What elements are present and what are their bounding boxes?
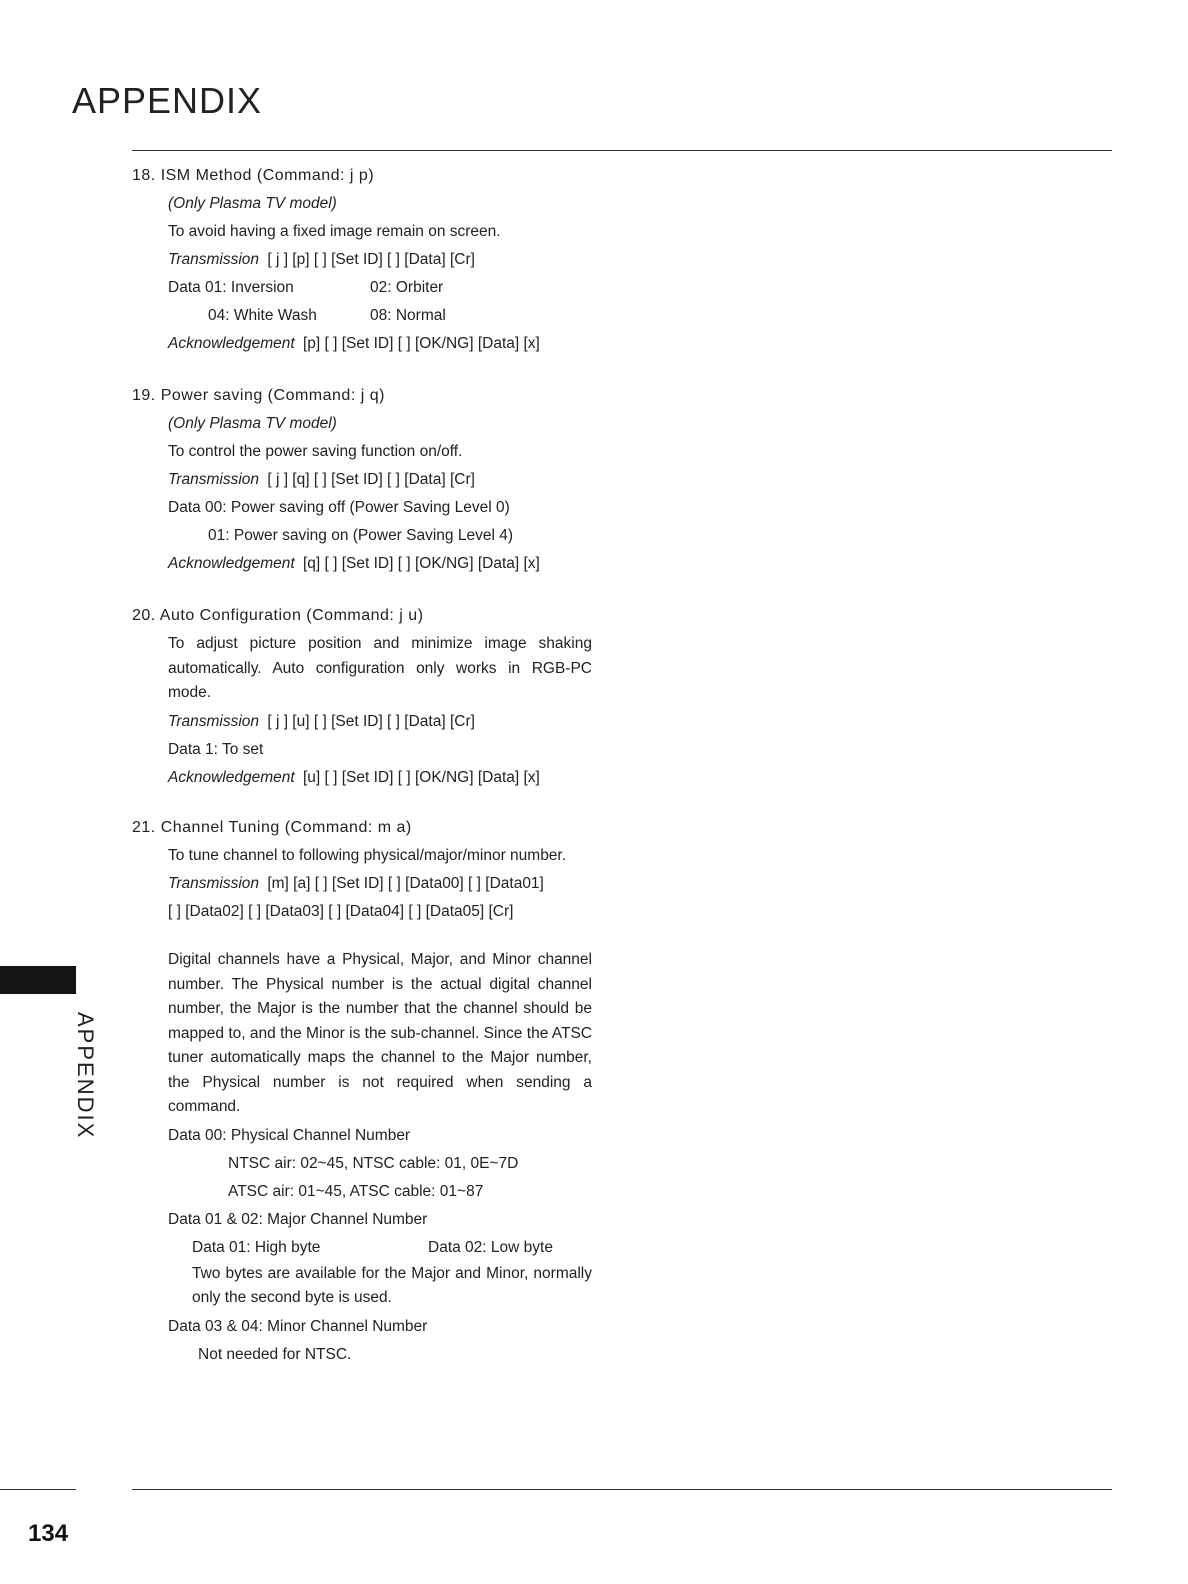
description: To tune channel to following physical/major/minor number. xyxy=(168,847,567,864)
data-option: Data 01: Inversion xyxy=(168,279,294,296)
transmission-line xyxy=(168,466,592,494)
page-number: 134 xyxy=(28,1520,69,1547)
transmission-value: [ j ] [p] [ ] [Set ID] [ ] [Data] [Cr] xyxy=(267,251,475,268)
transmission-value: [m] [a] [ ] [Set ID] [ ] [Data00] [ ] [Data01] xyxy=(267,875,544,892)
section-ism-method xyxy=(132,162,592,358)
page-title: APPENDIX xyxy=(72,80,263,121)
ack-value: [u] [ ] [Set ID] [ ] [OK/NG] [Data] [x] xyxy=(302,768,540,786)
acknowledgement-line xyxy=(168,764,592,792)
data-option: 04: White Wash xyxy=(208,307,317,324)
footer-rule-left xyxy=(0,1489,76,1490)
description: To avoid having a fixed image remain on screen. xyxy=(168,223,501,240)
ack-label: Acknowledgement xyxy=(168,335,295,352)
model-note: (Only Plasma TV model) xyxy=(168,195,337,212)
footer-rule xyxy=(132,1489,1112,1490)
section-title: 18. ISM Method (Command: j p) xyxy=(132,167,375,184)
side-tab-marker xyxy=(0,966,76,994)
description: To adjust picture position and minimize image shaking automatically. Auto configuration only works in RGB-PC mode. xyxy=(168,635,592,701)
data-line: Data 00: Physical Channel Number xyxy=(168,1126,411,1144)
data-option: Data 01: High byte xyxy=(192,1238,321,1256)
ack-label: Acknowledgement xyxy=(168,555,295,572)
transmission-label: Transmission xyxy=(168,251,260,268)
data-line xyxy=(192,1234,592,1262)
acknowledgement-line xyxy=(168,330,592,358)
data-line xyxy=(168,302,592,330)
data-line: Data 00: Power saving off (Power Saving Level 0) xyxy=(168,499,510,516)
data-line: ATSC air: 01~45, ATSC cable: 01~87 xyxy=(228,1182,484,1200)
section-channel-tuning xyxy=(132,814,592,1369)
section-auto-configuration xyxy=(132,602,592,792)
acknowledgement-line xyxy=(168,550,592,578)
transmission-line xyxy=(168,870,592,898)
transmission-line xyxy=(168,246,592,274)
data-line: Data 03 & 04: Minor Channel Number xyxy=(168,1317,428,1335)
ack-value: [p] [ ] [Set ID] [ ] [OK/NG] [Data] [x] xyxy=(302,335,540,352)
transmission-label: Transmission xyxy=(168,875,260,892)
data-note: Two bytes are available for the Major and Minor, normally only the second byte is used. xyxy=(192,1264,592,1306)
header-rule xyxy=(132,150,1112,151)
data-option: 08: Normal xyxy=(370,307,446,324)
section-title: 20. Auto Configuration (Command: j u) xyxy=(132,607,424,624)
section-title: 21. Channel Tuning (Command: m a) xyxy=(132,819,412,836)
transmission-value: [ j ] [q] [ ] [Set ID] [ ] [Data] [Cr] xyxy=(267,471,475,488)
description: To control the power saving function on/off. xyxy=(168,443,463,460)
data-line: Data 1: To set xyxy=(168,740,264,758)
transmission-label: Transmission xyxy=(168,712,260,730)
data-line: Data 01 & 02: Major Channel Number xyxy=(168,1210,428,1228)
side-tab-label: APPENDIX xyxy=(73,1012,98,1140)
ack-value: [q] [ ] [Set ID] [ ] [OK/NG] [Data] [x] xyxy=(302,555,540,572)
data-line xyxy=(168,274,592,302)
data-option: Data 02: Low byte xyxy=(428,1238,553,1256)
model-note: (Only Plasma TV model) xyxy=(168,415,337,432)
data-line: Not needed for NTSC. xyxy=(198,1345,352,1363)
ack-label: Acknowledgement xyxy=(168,768,295,786)
data-line: 01: Power saving on (Power Saving Level 4) xyxy=(208,527,513,544)
data-option: 02: Orbiter xyxy=(370,279,444,296)
transmission-label: Transmission xyxy=(168,471,260,488)
data-line: NTSC air: 02~45, NTSC cable: 01, 0E~7D xyxy=(228,1154,519,1172)
section-title: 19. Power saving (Command: j q) xyxy=(132,387,385,404)
transmission-value: [ j ] [u] [ ] [Set ID] [ ] [Data] [Cr] xyxy=(267,712,475,730)
channel-explanation: Digital channels have a Physical, Major, and Minor channel number. The Physical number is the actual digital channel number, the Major is the number that the channel should be mapped to, and the Minor is the sub-channel. Since the ATSC tuner automatically maps the channel to the Major number, the Physical number is not required when sending a command. xyxy=(168,951,592,1115)
transmission-line xyxy=(168,708,592,736)
section-power-saving xyxy=(132,382,592,578)
transmission-line-continued: [ ] [Data02] [ ] [Data03] [ ] [Data04] [ ] [Data05] [Cr] xyxy=(168,903,514,920)
